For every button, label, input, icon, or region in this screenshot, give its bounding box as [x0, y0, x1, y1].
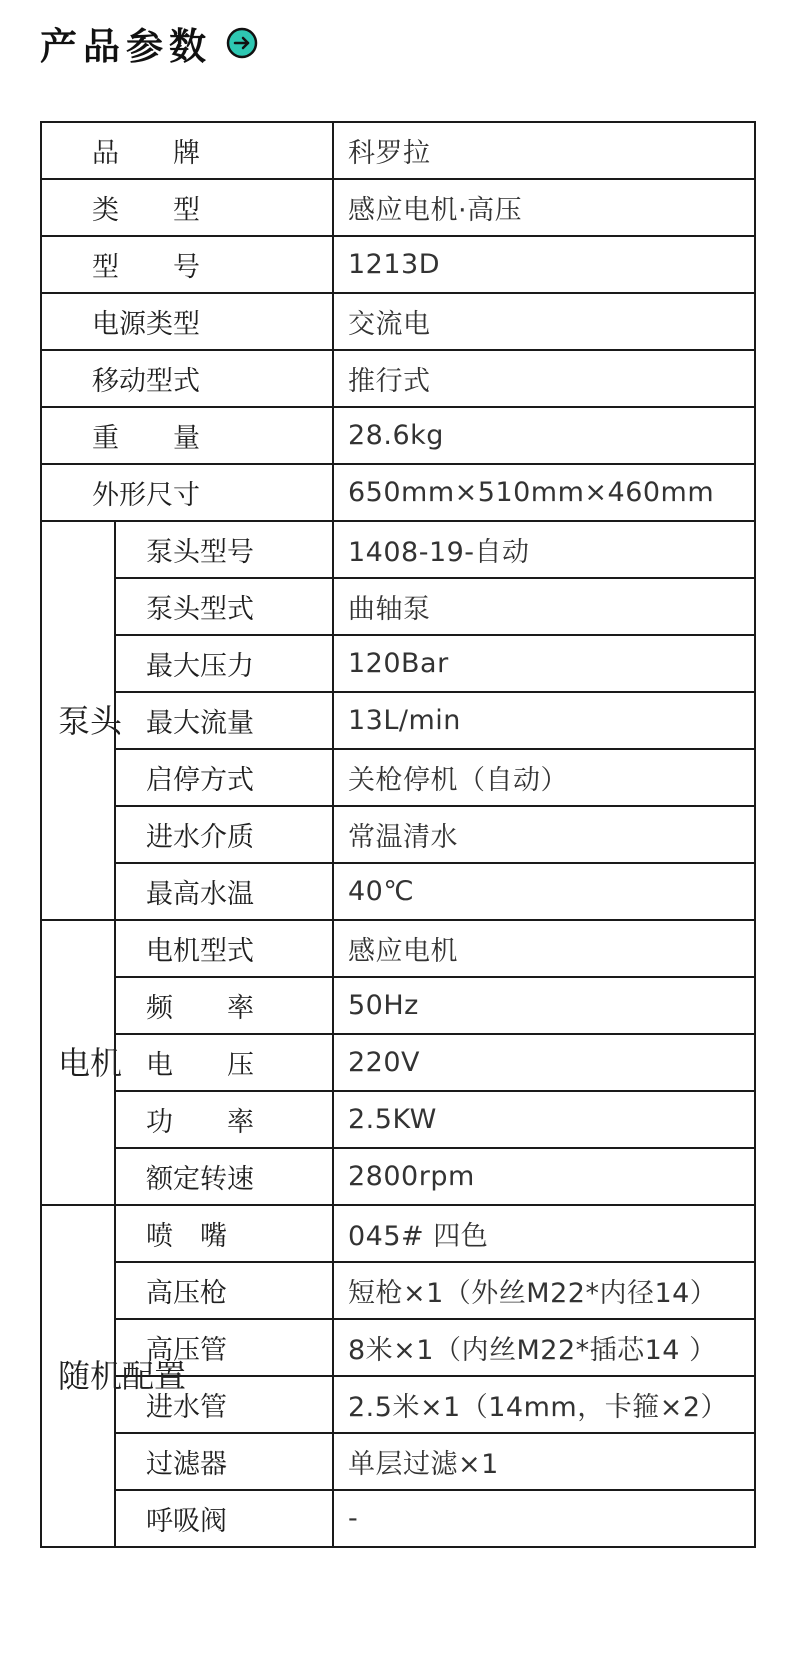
spec-row	[41, 1262, 755, 1319]
spec-value: 8米×1（内丝M22*插芯14 ）	[333, 1319, 755, 1376]
spec-row	[41, 1490, 755, 1547]
spec-value: 40℃	[333, 863, 755, 920]
spec-label: 进水介质	[115, 806, 333, 863]
spec-label: 类 型	[41, 179, 333, 236]
spec-row	[41, 293, 755, 350]
spec-row	[41, 407, 755, 464]
spec-value: 2800rpm	[333, 1148, 755, 1205]
spec-value: 关枪停机（自动）	[333, 749, 755, 806]
spec-row	[41, 749, 755, 806]
spec-row	[41, 521, 755, 578]
spec-row	[41, 464, 755, 521]
spec-label: 外形尺寸	[41, 464, 333, 521]
spec-label: 品 牌	[41, 122, 333, 179]
spec-label: 最高水温	[115, 863, 333, 920]
spec-group-label	[41, 920, 123, 1205]
spec-label: 功 率	[115, 1091, 333, 1148]
spec-label: 泵头型号	[115, 521, 333, 578]
spec-row	[41, 977, 755, 1034]
spec-row	[41, 1091, 755, 1148]
spec-label: 喷 嘴	[115, 1205, 333, 1262]
spec-row	[41, 578, 755, 635]
spec-label: 最大压力	[115, 635, 333, 692]
spec-row	[41, 1034, 755, 1091]
spec-label: 电 压	[115, 1034, 333, 1091]
spec-value: 推行式	[333, 350, 755, 407]
spec-label: 型 号	[41, 236, 333, 293]
spec-row	[41, 863, 755, 920]
spec-label: 重 量	[41, 407, 333, 464]
spec-value: 50Hz	[333, 977, 755, 1034]
spec-value: 650mm×510mm×460mm	[333, 464, 755, 521]
spec-label: 移动型式	[41, 350, 333, 407]
spec-value: 单层过滤×1	[333, 1433, 755, 1490]
spec-row	[41, 122, 755, 179]
spec-label: 额定转速	[115, 1148, 333, 1205]
arrow-right-circle-icon[interactable]	[226, 27, 258, 59]
spec-group-name: 电机	[58, 1043, 123, 1082]
spec-table-body	[41, 122, 755, 1547]
spec-value: 短枪×1（外丝M22*内径14）	[333, 1262, 755, 1319]
spec-label: 最大流量	[115, 692, 333, 749]
spec-value: 1213D	[333, 236, 755, 293]
spec-value: 科罗拉	[333, 122, 755, 179]
spec-row	[41, 1433, 755, 1490]
spec-value: 2.5米×1（14mm，卡箍×2）	[333, 1376, 755, 1433]
spec-table	[40, 121, 756, 1548]
spec-label: 进水管	[115, 1376, 333, 1433]
spec-value: 2.5KW	[333, 1091, 755, 1148]
spec-row	[41, 350, 755, 407]
spec-value: 感应电机·高压	[333, 179, 755, 236]
spec-value: -	[333, 1490, 755, 1547]
spec-row	[41, 236, 755, 293]
spec-label: 启停方式	[115, 749, 333, 806]
spec-row	[41, 692, 755, 749]
spec-label: 电机型式	[115, 920, 333, 977]
spec-value: 1408-19-自动	[333, 521, 755, 578]
spec-value: 感应电机	[333, 920, 755, 977]
spec-value: 045# 四色	[333, 1205, 755, 1262]
spec-label: 电源类型	[41, 293, 333, 350]
spec-row	[41, 806, 755, 863]
spec-group-name: 随机配置	[58, 1357, 187, 1395]
spec-group-label	[41, 521, 123, 920]
spec-label: 频 率	[115, 977, 333, 1034]
spec-label: 高压管	[115, 1319, 333, 1376]
spec-row	[41, 1205, 755, 1262]
spec-value: 交流电	[333, 293, 755, 350]
page-header	[40, 18, 258, 68]
spec-value: 28.6kg	[333, 407, 755, 464]
spec-value: 220V	[333, 1034, 755, 1091]
spec-value: 常温清水	[333, 806, 755, 863]
spec-row	[41, 920, 755, 977]
spec-label: 泵头型式	[115, 578, 333, 635]
spec-group-name: 泵头	[58, 701, 123, 740]
spec-row	[41, 635, 755, 692]
spec-label: 呼吸阀	[115, 1490, 333, 1547]
spec-value: 曲轴泵	[333, 578, 755, 635]
spec-label: 过滤器	[115, 1433, 333, 1490]
page-title: 产品参数	[40, 25, 212, 68]
spec-value: 120Bar	[333, 635, 755, 692]
spec-value: 13L/min	[333, 692, 755, 749]
spec-row	[41, 179, 755, 236]
spec-row	[41, 1148, 755, 1205]
spec-label: 高压枪	[115, 1262, 333, 1319]
spec-row	[41, 1376, 755, 1433]
